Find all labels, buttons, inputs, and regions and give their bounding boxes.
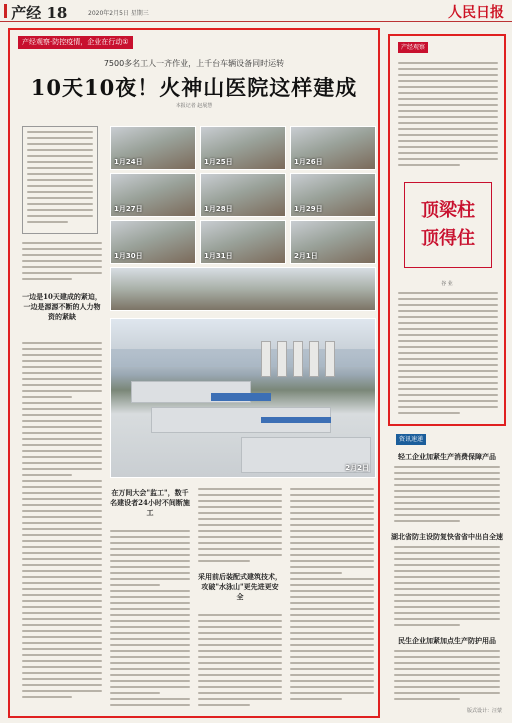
text-column	[290, 488, 374, 712]
commentary-title	[404, 182, 492, 268]
commentary-label: 产经观察	[398, 42, 428, 53]
article-byline: 本报记者 赵展慧	[175, 103, 213, 109]
construction-photo: 1月29日	[290, 173, 376, 217]
news-briefs	[388, 430, 506, 718]
article-kicker: 产经观察·防控疫情，企业在行动①	[18, 36, 133, 49]
construction-photo: 1月30日	[110, 220, 196, 264]
masthead	[0, 0, 512, 22]
construction-photo: 1月27日	[110, 173, 196, 217]
text-column	[394, 650, 500, 704]
construction-photo: 1月31日	[200, 220, 286, 264]
crosshead-2: 在万间大会"监工"，数千名建设者24小时不间断施工	[110, 488, 190, 517]
commentary-author: 谷 业	[441, 281, 453, 287]
construction-photo: 1月26日	[290, 126, 376, 170]
text-column	[394, 546, 500, 630]
hospital-aerial-photo	[110, 318, 376, 478]
section-name: 产经	[11, 4, 42, 22]
aerial-photo-caption: 2月2日	[345, 464, 369, 472]
construction-photo: 1月25日	[200, 126, 286, 170]
main-article	[8, 28, 380, 718]
text-column	[22, 242, 102, 286]
issue-date: 2020年2月5日 星期三	[88, 10, 149, 17]
text-column	[22, 342, 102, 712]
crosshead-1: 一边是10天建成的紧迫，一边是源源不断的人力物资的紧缺	[22, 292, 102, 321]
article-lead-box	[22, 126, 98, 234]
page-number: 18	[46, 4, 68, 22]
section-title	[6, 2, 67, 23]
construction-photo: 1月28日	[200, 173, 286, 217]
commentary-box	[388, 34, 506, 426]
brief-title: 湖北省防主设防复快省省中出自全速	[391, 532, 503, 541]
construction-photo-grid	[110, 126, 376, 312]
briefs-label: 资讯速递	[396, 434, 426, 445]
layout-credit: 版式设计：汪蒙	[466, 708, 502, 714]
article-headline: 10天10夜！火神山医院这样建成	[30, 75, 358, 100]
brief-title: 轻工企业加紧生产消费保障产品	[398, 452, 496, 461]
text-column	[198, 488, 282, 566]
text-column	[394, 466, 500, 526]
commentary-title-line: 顶得住	[421, 228, 475, 249]
construction-photo: 1月24日	[110, 126, 196, 170]
newspaper-logo: 人民日报	[448, 5, 504, 21]
crosshead-3: 采用前后装配式建筑技术，攻破"水泳山"更先进更安全	[198, 572, 282, 601]
commentary-title-line: 顶梁柱	[421, 200, 475, 221]
text-column	[198, 614, 282, 712]
text-column	[398, 292, 498, 420]
text-column	[398, 62, 498, 174]
brief-title: 民生企业加紧加点生产防护用品	[398, 636, 496, 645]
text-column	[110, 530, 190, 712]
construction-photo	[110, 267, 376, 311]
article-subhead: 7500多名工人一齐作业，上千台车辆设备同时运转	[103, 59, 285, 68]
construction-photo: 2月1日	[290, 220, 376, 264]
